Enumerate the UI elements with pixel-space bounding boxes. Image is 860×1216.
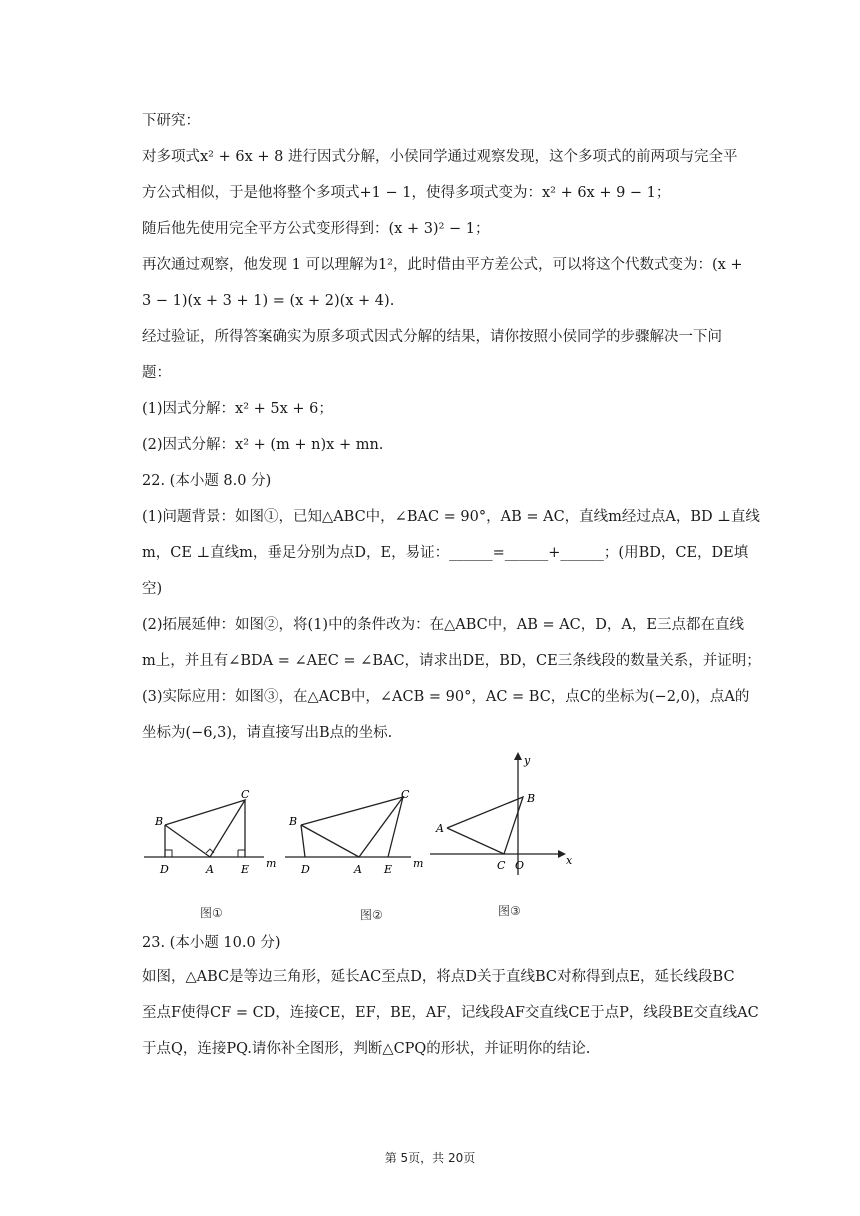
label-d: D (301, 863, 310, 876)
text-line: 再次通过观察，他发现 1 可以理解为1²，此时借由平方差公式，可以将这个代数式变为：(x + (142, 257, 743, 273)
label-a: A (436, 822, 444, 835)
text-line: 经过验证，所得答案确实为原多项式因式分解的结果，请你按照小侯同学的步骤解决一下问 (142, 329, 722, 345)
y-axis-arrow (514, 752, 522, 760)
text-line: 如图，△ABC是等边三角形，延长AC至点D，将点D关于直线BC对称得到点E，延长线段BC (142, 969, 735, 985)
text-line: 题： (142, 365, 171, 381)
label-m: m (266, 857, 277, 870)
problem-heading: 22. (本小题 8.0 分) (142, 473, 272, 489)
triangle-abc (165, 800, 245, 857)
text-line: 空) (142, 581, 163, 597)
figure-3-diagram (430, 750, 580, 880)
figure-3-caption: 图③ (498, 904, 521, 918)
text-line: 3 − 1)(x + 3 + 1) = (x + 2)(x + 4). (142, 293, 395, 309)
right-angle-mark-a (206, 849, 214, 853)
figure-2-caption: 图② (360, 908, 383, 922)
segment-bd (301, 825, 305, 857)
label-d: D (160, 863, 169, 876)
figure-1-caption: 图① (200, 906, 223, 920)
text-line: 坐标为(−6,3)，请直接写出B点的坐标. (142, 725, 393, 741)
triangle-abc (301, 797, 403, 857)
text-line: 至点F使得CF = CD，连接CE，EF，BE，AF，记线段AF交直线CE于点P，线段BE交直线AC (142, 1005, 759, 1021)
segment-ce (388, 797, 403, 857)
figure-2-diagram (285, 785, 430, 880)
label-c: C (497, 859, 506, 872)
text-line: 下研究： (142, 113, 200, 129)
label-x: x (566, 854, 573, 867)
x-axis-arrow (558, 850, 566, 858)
label-o: O (515, 859, 525, 872)
text-line: 对多项式x² + 6x + 8 进行因式分解，小侯同学通过观察发现，这个多项式的前两项与完全平 (142, 149, 738, 165)
label-c: C (401, 788, 410, 801)
label-b: B (155, 815, 164, 828)
label-a: A (354, 863, 362, 876)
text-line: 方公式相似，于是他将整个多项式+1 − 1，使得多项式变为：x² + 6x + 9 − 1； (142, 185, 671, 201)
text-line: (2)因式分解：x² + (m + n)x + mn. (142, 437, 384, 453)
page-footer: 第 5页，共 20页 (384, 1151, 476, 1165)
label-e: E (241, 863, 250, 876)
text-line: (3)实际应用：如图③，在△ACB中，∠ACB = 90°，AC = BC，点C的坐标为(−2,0)，点A的 (142, 689, 750, 705)
label-m: m (413, 857, 424, 870)
triangle-acb (447, 797, 523, 854)
text-line: m上，并且有∠BDA = ∠AEC = ∠BAC，请求出DE，BD，CE三条线段的数量关系，并证明； (142, 653, 761, 669)
label-y: y (524, 754, 531, 767)
label-e: E (384, 863, 393, 876)
label-a: A (206, 863, 214, 876)
label-b: B (527, 792, 536, 805)
text-line: 于点Q，连接PQ.请你补全图形，判断△CPQ的形状，并证明你的结论. (142, 1041, 591, 1057)
problem-heading: 23. (本小题 10.0 分) (142, 935, 281, 951)
text-line: m，CE ⊥直线m，垂足分别为点D，E，易证：______=______+______；(用BD，CE，DE填 (142, 545, 749, 561)
text-line: 随后他先使用完全平方公式变形得到：(x + 3)² − 1； (142, 221, 490, 237)
figure-1-diagram (140, 785, 280, 880)
label-c: C (241, 788, 250, 801)
right-angle-mark-d (165, 850, 172, 857)
text-line: (1)因式分解：x² + 5x + 6； (142, 401, 333, 417)
text-line: (1)问题背景：如图①，已知△ABC中，∠BAC = 90°，AB = AC，直线m经过点A，BD ⊥直线 (142, 509, 760, 525)
label-b: B (289, 815, 298, 828)
text-line: (2)拓展延伸：如图②，将(1)中的条件改为：在△ABC中，AB = AC，D，A，E三点都在直线 (142, 617, 744, 633)
